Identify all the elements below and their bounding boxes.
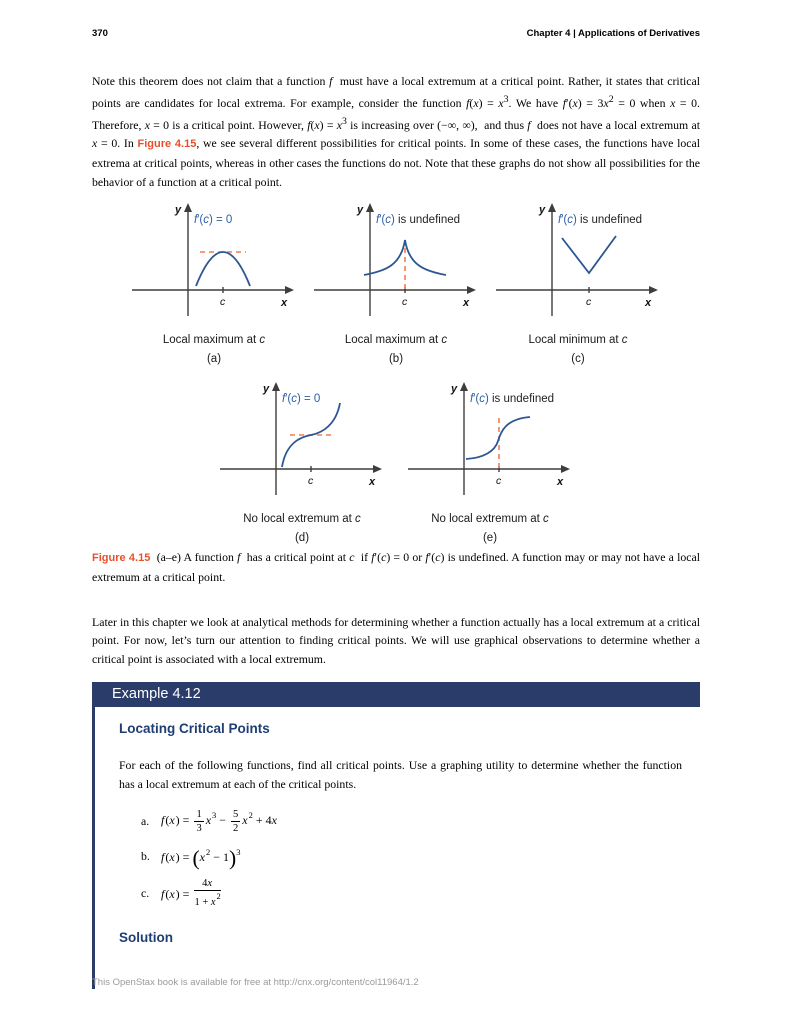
svg-text:x: x <box>369 475 376 488</box>
v-curve <box>562 236 616 273</box>
solution-heading: Solution <box>119 930 173 946</box>
svg-text:c: c <box>496 474 502 487</box>
parabola-curve <box>196 252 250 286</box>
problem-a <box>141 809 682 834</box>
figure-row-1 <box>92 202 700 365</box>
graph-a <box>128 202 300 365</box>
graph-d <box>216 381 388 544</box>
svg-text:x: x <box>463 296 470 309</box>
graph-e-letter: (e) <box>482 531 498 544</box>
graph-c-annotation: f′(c) is undefined <box>558 213 643 226</box>
example-intro: For each of the following functions, find all critical points. Use a graphing utility to determine whether the function has a local extremum at each of the critical points. <box>119 758 682 791</box>
graph-c-letter: (c) <box>571 352 585 365</box>
graph-e <box>404 381 576 544</box>
page-header <box>0 0 791 39</box>
figure-row-2 <box>92 381 700 544</box>
svg-text:x: x <box>557 475 564 488</box>
problem-a-equation: f(x) = $\frac{1}{3}$ $x^3$ − $\frac{5}{2}$ $x^2 + 4x$ <box>161 809 277 835</box>
intro-paragraph: Note this theorem does not claim that a function f must have a local extremum at a critical point. Rather, it states that critical points are candidates for local extrema. For example, consider the function $f(x) = x^3$. We have $f'(x) = 3x^2 = 0$ when x = 0. Therefore, x = 0 is a critical point. However, $f(x) = x^3$ is increasing over (−∞, ∞), and thus f does not have a local extremum at x = 0. In Figure 4.15, we see several different possibilities for critical points. In some of these cases, the functions have local extrema at critical points, whereas in other cases the functions do not. Note that these graphs do not show all possibilities for the behavior of a function at a critical point. <box>92 74 701 189</box>
graph-a-annotation: f′(c) = 0 <box>194 213 233 226</box>
svg-text:y: y <box>539 203 546 216</box>
svg-text:c: c <box>220 295 226 308</box>
problem-c <box>141 878 682 908</box>
graph-d-caption: No local extremum at c <box>243 512 361 525</box>
svg-text:c: c <box>402 295 408 308</box>
graph-e-annotation: f′(c) is undefined <box>470 392 555 405</box>
graph-c-caption: Local minimum at c <box>528 333 628 346</box>
example-body <box>92 707 700 989</box>
graph-a-letter: (a) <box>206 352 222 365</box>
graph-c <box>492 202 664 365</box>
example-title: Locating Critical Points <box>119 721 270 737</box>
figure-4-15-link[interactable]: Figure 4.15 <box>137 138 197 151</box>
graph-b-annotation: f′(c) is undefined <box>376 213 461 226</box>
graph-b-letter: (b) <box>388 352 404 365</box>
footer-attribution: This OpenStax book is available for free at http://cnx.org/content/col11964/1.2 <box>92 977 419 988</box>
graph-b <box>310 202 482 365</box>
graph-d-annotation: f′(c) = 0 <box>282 392 321 405</box>
graph-a-caption: Local maximum at c <box>162 333 266 346</box>
problem-b-label: b. <box>141 848 150 863</box>
svg-text:c: c <box>586 295 592 308</box>
graph-d-letter: (d) <box>294 531 310 544</box>
svg-text:y: y <box>175 203 182 216</box>
problem-c-label: c. <box>141 885 150 900</box>
graph-e-caption: No local extremum at c <box>431 512 549 525</box>
problem-list <box>141 809 682 908</box>
problem-b-equation: $f(x) = (x^2 - 1)^3$ <box>161 846 241 871</box>
problem-b <box>141 846 682 871</box>
chapter-header: Chapter 4 | Applications of Derivatives <box>526 28 700 39</box>
figure-caption-text: (a–e) A function f has a critical point at c if f′(c) = 0 or f′(c) is undefined. A function may or may not have a local extremum at a critical point. <box>92 549 701 584</box>
problem-a-label: a. <box>141 814 150 829</box>
svg-text:y: y <box>263 382 270 395</box>
svg-text:y: y <box>357 203 364 216</box>
transition-paragraph: Later in this chapter we look at analytical methods for determining whether a function actually has a local extremum at a critical point. For now, let’s turn our attention to finding critical points. We will use graphical observations to determine whether a critical point is associated with a local extremum. <box>92 614 700 667</box>
example-4-12 <box>92 682 700 989</box>
svg-text:x: x <box>645 296 652 309</box>
example-banner: Example 4.12 <box>92 682 700 707</box>
s-curve <box>466 417 530 459</box>
page-number: 370 <box>92 28 108 39</box>
problem-c-equation: f(x) = $\frac{4x}{1 + x^2}$ <box>161 878 221 909</box>
svg-text:c: c <box>308 474 314 487</box>
figure-caption <box>92 548 700 587</box>
svg-text:y: y <box>451 382 458 395</box>
graph-b-caption: Local maximum at c <box>344 333 448 346</box>
svg-text:x: x <box>281 296 288 309</box>
figure-caption-label: Figure 4.15 <box>92 551 151 564</box>
